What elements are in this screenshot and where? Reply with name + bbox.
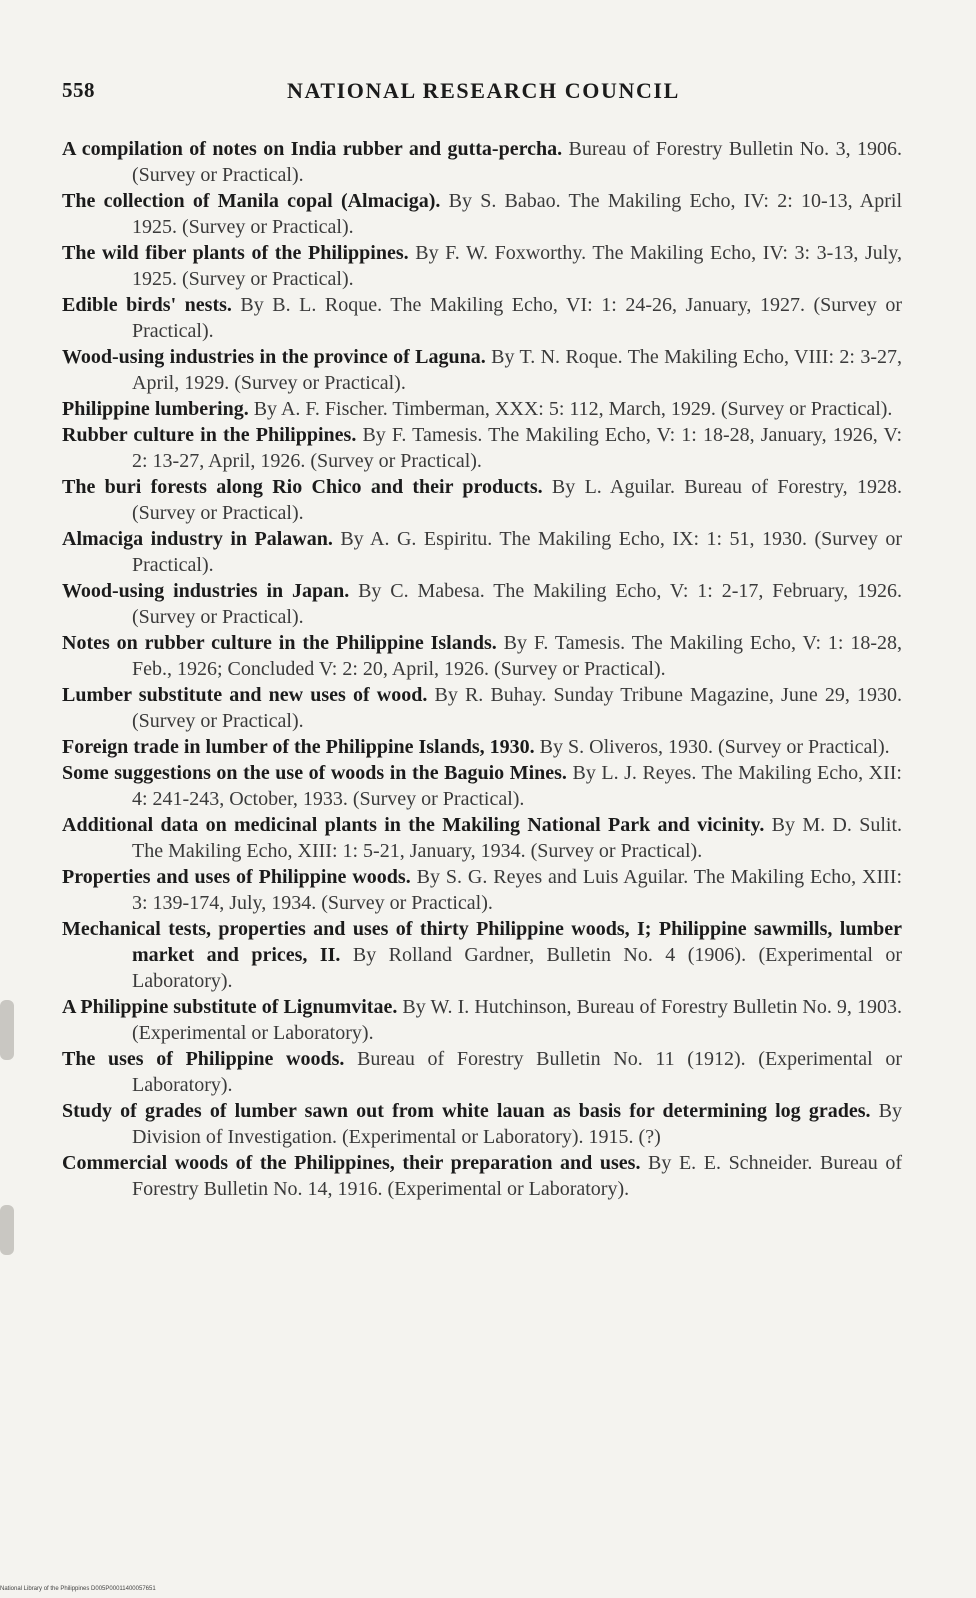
- bibliography-entry: [62, 422, 902, 474]
- bibliography-entry: [62, 474, 902, 526]
- entry-title: The uses of Philippine woods.: [62, 1048, 345, 1070]
- bibliography-entry: [62, 1098, 902, 1150]
- bibliography-entry: [62, 240, 902, 292]
- entry-citation: By A. G. Espiritu. The Makiling Echo, IX: 1: 51, 1930. (Survey or Practical).: [132, 528, 902, 576]
- bibliography-entry: [62, 136, 902, 188]
- entry-citation: Bureau of Forestry Bulletin No. 11 (1912). (Experimental or Laboratory).: [132, 1048, 903, 1096]
- bibliography-list: [62, 136, 902, 1202]
- scan-credit: National Library of the Philippines D005P00011400057651: [0, 1586, 156, 1592]
- bibliography-entry: [62, 578, 902, 630]
- entry-citation: By F. Tamesis. The Makiling Echo, V: 1: 18-28, Feb., 1926; Concluded V: 2: 20, April, 1926. (Survey or Practical).: [132, 632, 903, 680]
- entry-citation: By M. D. Sulit. The Makiling Echo, XIII: 1: 5-21, January, 1934. (Survey or Practical).: [132, 814, 902, 862]
- entry-title: Commercial woods of the Philippines, their preparation and uses.: [62, 1152, 641, 1174]
- entry-citation: By F. W. Foxworthy. The Makiling Echo, IV: 3: 3-13, July, 1925. (Survey or Practical).: [132, 242, 902, 290]
- entry-citation: Bureau of Forestry Bulletin No. 3, 1906. (Survey or Practical).: [132, 138, 902, 186]
- scan-smudge: [0, 1000, 14, 1060]
- entry-title: Mechanical tests, properties and uses of thirty Philippine woods, I; Philippine sawmills, lumber market and prices, II.: [62, 918, 902, 966]
- entry-title: Properties and uses of Philippine woods.: [62, 866, 411, 888]
- page-number: 558: [62, 78, 95, 102]
- bibliography-entry: [62, 916, 902, 994]
- entry-title: Philippine lumbering.: [62, 398, 249, 420]
- entry-title: Additional data on medicinal plants in the Makiling National Park and vicinity.: [62, 814, 765, 836]
- bibliography-entry: [62, 1150, 902, 1202]
- bibliography-entry: [62, 864, 902, 916]
- entry-title: A Philippine substitute of Lignumvitae.: [62, 996, 398, 1018]
- entry-citation: By W. I. Hutchinson, Bureau of Forestry Bulletin No. 9, 1903. (Experimental or Laboratory).: [132, 996, 903, 1044]
- entry-citation: By B. L. Roque. The Makiling Echo, VI: 1: 24-26, January, 1927. (Survey or Practical).: [132, 294, 902, 342]
- entry-citation: By S. G. Reyes and Luis Aguilar. The Makiling Echo, XIII: 3: 139-174, July, 1934. (Survey or Practical).: [132, 866, 902, 914]
- entry-citation: By Division of Investigation. (Experimental or Laboratory). 1915. (?): [132, 1100, 902, 1148]
- running-title: NATIONAL RESEARCH COUNCIL: [287, 78, 680, 103]
- entry-citation: By R. Buhay. Sunday Tribune Magazine, June 29, 1930. (Survey or Practical).: [132, 684, 902, 732]
- bibliography-entry: [62, 682, 902, 734]
- scan-smudge: [0, 1205, 14, 1255]
- entry-citation: By L. J. Reyes. The Makiling Echo, XII: 4: 241-243, October, 1933. (Survey or Practical).: [132, 762, 902, 810]
- entry-citation: By S. Babao. The Makiling Echo, IV: 2: 10-13, April 1925. (Survey or Practical).: [132, 190, 903, 238]
- entry-title: Almaciga industry in Palawan.: [62, 528, 333, 550]
- entry-title: Wood-using industries in Japan.: [62, 580, 350, 602]
- entry-title: A compilation of notes on India rubber and gutta-percha.: [62, 138, 563, 160]
- entry-title: Foreign trade in lumber of the Philippine Islands, 1930.: [62, 736, 535, 758]
- entry-title: Some suggestions on the use of woods in the Baguio Mines.: [62, 762, 567, 784]
- entry-title: The buri forests along Rio Chico and their products.: [62, 476, 543, 498]
- entry-citation: By C. Mabesa. The Makiling Echo, V: 1: 2-17, February, 1926. (Survey or Practical).: [132, 580, 902, 628]
- bibliography-entry: [62, 812, 902, 864]
- bibliography-entry: [62, 1046, 902, 1098]
- entry-citation: By L. Aguilar. Bureau of Forestry, 1928. (Survey or Practical).: [132, 476, 902, 524]
- bibliography-entry: [62, 734, 902, 760]
- bibliography-entry: [62, 396, 902, 422]
- entry-title: Lumber substitute and new uses of wood.: [62, 684, 428, 706]
- bibliography-entry: [62, 994, 902, 1046]
- entry-citation: By A. F. Fischer. Timberman, XXX: 5: 112, March, 1929. (Survey or Practical).: [248, 398, 893, 420]
- page-header: [62, 78, 914, 110]
- entry-citation: By T. N. Roque. The Makiling Echo, VIII: 2: 3-27, April, 1929. (Survey or Practical).: [132, 346, 902, 394]
- entry-title: Wood-using industries in the province of Laguna.: [62, 346, 486, 368]
- entry-citation: By Rolland Gardner, Bulletin No. 4 (1906). (Experimental or Laboratory).: [132, 944, 902, 992]
- entry-title: The collection of Manila copal (Almaciga).: [62, 190, 441, 212]
- entry-title: The wild fiber plants of the Philippines.: [62, 242, 409, 264]
- bibliography-entry: [62, 526, 902, 578]
- bibliography-entry: [62, 344, 902, 396]
- entry-title: Rubber culture in the Philippines.: [62, 424, 357, 446]
- entry-citation: By S. Oliveros, 1930. (Survey or Practical).: [534, 736, 890, 758]
- entry-citation: By F. Tamesis. The Makiling Echo, V: 1: 18-28, January, 1926, V: 2: 13-27, April, 1926. (Survey or Practical).: [132, 424, 902, 472]
- bibliography-entry: [62, 630, 902, 682]
- entry-title: Study of grades of lumber sawn out from white lauan as basis for determining log grades.: [62, 1100, 871, 1122]
- bibliography-entry: [62, 292, 902, 344]
- bibliography-entry: [62, 188, 902, 240]
- entry-title: Edible birds' nests.: [62, 294, 232, 316]
- entry-title: Notes on rubber culture in the Philippine Islands.: [62, 632, 497, 654]
- entry-citation: By E. E. Schneider. Bureau of Forestry Bulletin No. 14, 1916. (Experimental or Laboratory).: [132, 1152, 903, 1200]
- bibliography-entry: [62, 760, 902, 812]
